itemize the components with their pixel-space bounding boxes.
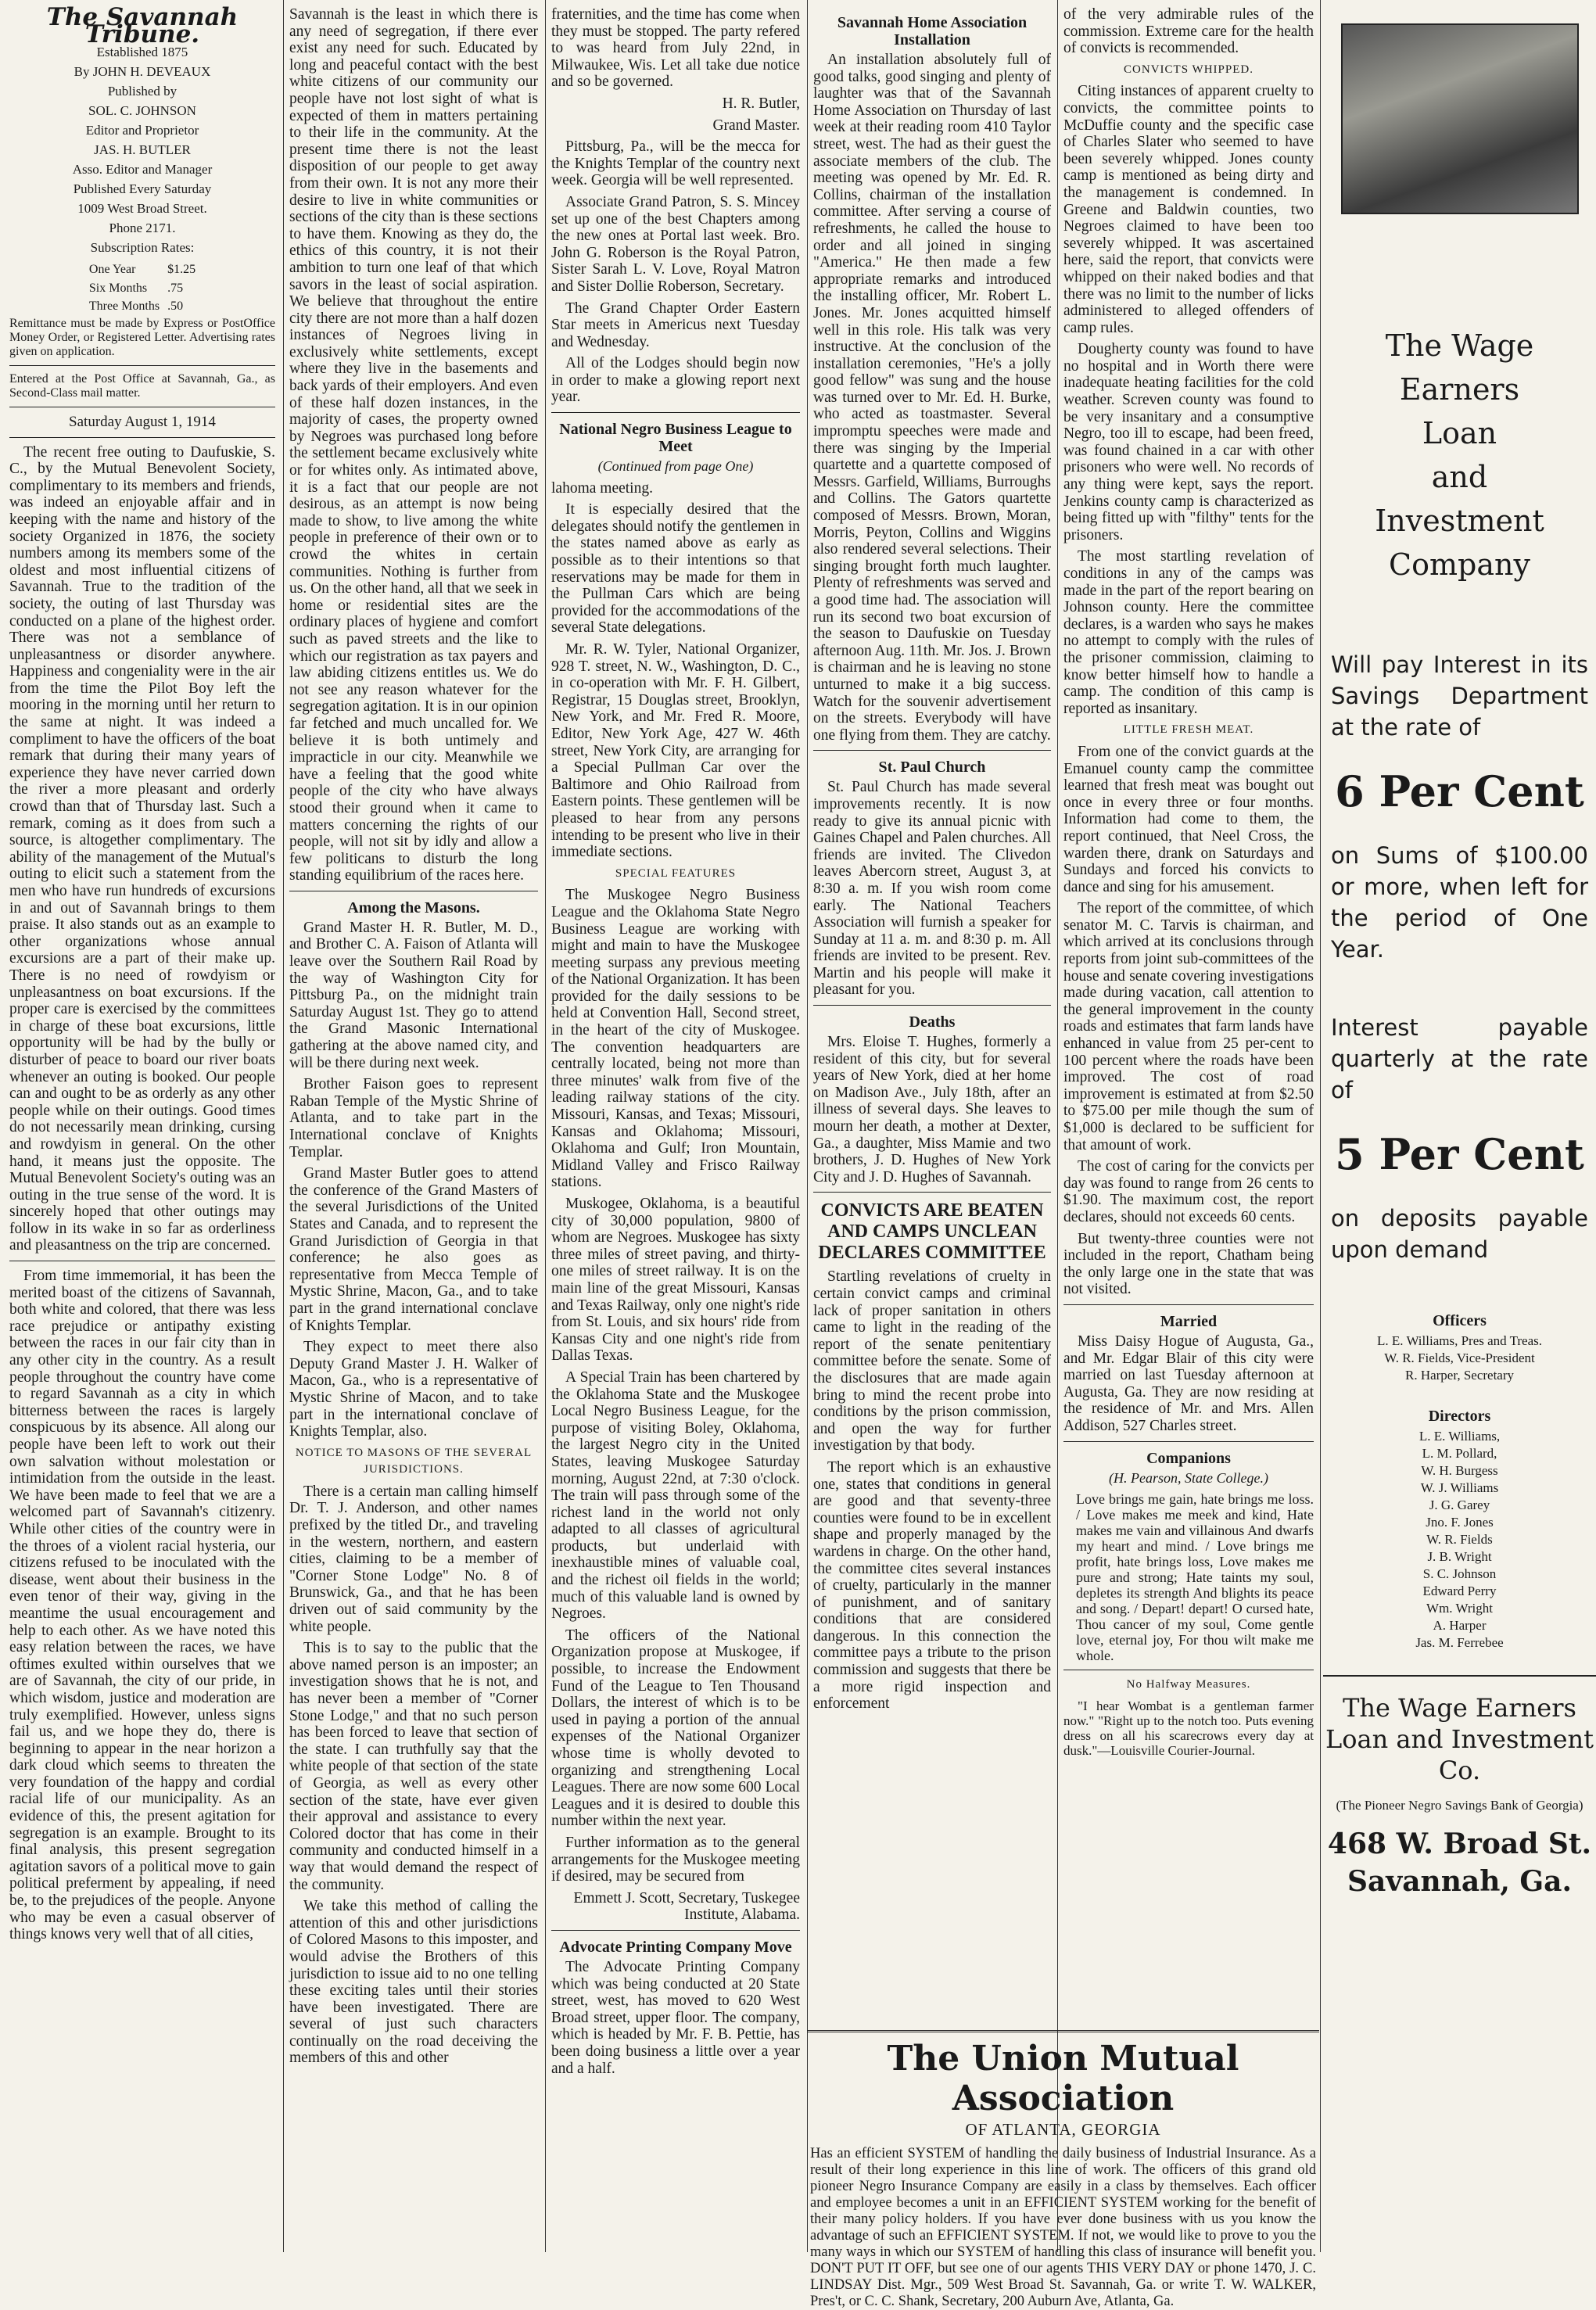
league-para: The Muskogee Negro Business League and the Oklahoma State Negro Business League are working with might and main to have the Muskogee meeting surpass any previous meeting of the National Organization. It has been provided for the daily sessions to be held at Convention Hall, Second street, in the heart of the city of Muskogee. The convention headquarters are centrally located, being not more than three minutes' walk from five of the leading railway stations of the city. Missouri, Kansas, and Texas; Missouri, Kansas and Oklahoma; Missouri, Oklahoma and Gulf; Iron Mountain, Midland Valley and Frisco Railway stations. [551,887,800,1191]
league-signature: Emmett J. Scott, Secretary, Tuskegee Institute, Alabama. [573,1889,800,1924]
heading-married: Married [1160,1312,1218,1330]
heading-advocate: Advocate Printing Company Move [559,1938,792,1956]
remittance-note: Remittance must be made by Express or PostOffice Money Order, or Registered Letter. Advertising rates given on application. [9,316,275,358]
convicts-cont: of the very admirable rules of the commission. Extreme care for the health of convicts is recommended. [1063,6,1314,57]
meat-para: The report of the committee, of which senator M. C. Tarvis is chairman, and which arrived at its conclusions through reports from joint sub-committees of the house and senate covering investigations made during vacation, call attention to the general improvement in the county roads and estimates that farm lands have enhanced in value from 25 per-cent to 100 percent where the roads have been improved. The cost of road improvement is estimated at from $2.50 to $75.00 per mile though the sum of $1,000 is declared to be sufficient for that amount of work. [1063,900,1314,1153]
ad-offer-4: on deposits payable upon demand [1331,1205,1588,1263]
convicts-para: Startling revelations of cruelty in certain convict camps and criminal lack of proper sanitation in others came to light in the reading of the report of the senate penitentiary committee before the senate. Some of the disclosures that are made again bring to mind the recent probe into conditions by the prison commission, and open the way for further investigation by that body. [813,1268,1051,1455]
special-features-heading: SPECIAL FEATURES [615,866,737,880]
ad-rate-1: 6 Per Cent [1335,766,1584,816]
assoc-editor: JAS. H. BUTLER [94,142,191,158]
st-paul-para: St. Paul Church has made several improvements recently. It is now ready to give its annual picnic with Gaines Chapel and Palen churches. All friends are invited. The Clivedon leaves Abercorn street, August 3, at 8:30 a. m. If you wish room come early. The National Teachers Association will furnish a speaker for Sunday at 11 a. m. and 8:30 p. m. All friends are invited to be present. Rev. Martin and his people will make it pleasant for you. [813,779,1051,999]
whipped-para: Dougherty county was found to have no hospital and in Worth there were inadequate heating facilities for the cold weather. Screven county was found to be very insanitary and a consumptive Negro, too ill to escape, had been freed, was found chained in a car with other prisoners who were well. No records of any thing were kept, says the report. Jenkins county camp is characterized as being fitted up with "filthy" tents for the prisoners. [1063,341,1314,543]
director-item: W. J. Williams [1420,1480,1499,1495]
director-item: Jno. F. Jones [1426,1515,1494,1530]
dateline: Saturday August 1, 1914 [69,413,216,430]
divider [551,412,800,413]
banner-body: Has an efficient SYSTEM of handling the daily business of Industrial Insurance. As a result of their long experience in this line of work. The officers of this grand old pioneer Negro Insurance Company are easily in a class by themselves. Each officer and employee becomes a unit in an EFFICIENT SYSTEM working for the benefit of their many policy holders. If you have ever done business with us you know the advantage of such an EFFICIENT SYSTEM. If not, we would like to prove to you the many ways in which our SYSTEM of handling this class of insurance will benefit you. DON'T PUT IT OFF, but see one of our agents THIS VERY DAY or phone 1470, J. C. LINDSAY Dist. Mgr., 509 West Broad St. Savannah, Ga. or write T. W. WALKER, Pres't, or C. C. Shank, Secretary, 200 Auburn Ave, Atlanta, Ga. [810,2146,1316,2309]
notice-heading: NOTICE TO MASONS OF THE SEVERAL JURISDICTIONS. [295,1446,533,1476]
officer-item: R. Harper, Secretary [1404,1368,1515,1383]
wage-earners-ad [1323,0,1596,2252]
director-item: J. G. Garey [1429,1498,1490,1512]
column-rule [807,0,808,2252]
director-item: Wm. Wright [1426,1601,1493,1616]
address: 1009 West Broad Street. [77,201,207,217]
heading-masons: Among the Masons. [347,899,480,916]
ad-offer-1: Will pay Interest in its Savings Department at the rate of [1331,651,1588,741]
masons-para: Brother Faison goes to represent Raban Temple of the Mystic Shrine of Atlanta, and to take part in the International conclave of Knights Templar. [289,1076,538,1160]
ad-company-line: Investment [1375,504,1544,538]
ad-company-line: Company [1389,547,1530,582]
ad-company-line: and [1431,460,1488,494]
poem: Love brings me gain, hate brings me loss. / Love makes me meek and kind, Hate makes me vain and villainous And dwarfs my heart and mind. / Love brings me profit, hate brings loss, Love makes me pure and strong; Hate taints my soul, depletes its strength And blights its peace and song. / Depart! depart! O cursed hate, Thou cancer of my soul, Come gentle love, eternal joy, For thou wilt make me whole. [1076,1491,1314,1664]
divider [813,1005,1051,1006]
officer-item: W. R. Fields, Vice-President [1384,1350,1535,1365]
divider [813,1192,1051,1193]
divider [9,437,275,438]
signature-role: Grand Master. [712,117,800,134]
married-para: Miss Daisy Hogue of Augusta, Ga., and Mr. Edgar Blair of this city were married on last Tuesday afternoon at Augusta, Ga. They are now residing at the residence of Mr. and Mrs. Allen Addison, 527 Charles street. [1063,1333,1314,1434]
banner-subtitle: OF ATLANTA, GEORGIA [965,2120,1161,2139]
rate-price: .75 [167,281,184,295]
editorial-segregation: From time immemorial, it has been the merited boast of the citizens of Savannah, both white and colored, that there was less race prejudice or antipathy existing between the races in our fair city than in any other city in the country. As a result people throughout the country have come to regard Savannah as a city in which bitterness between the races is largely conspicuous by its absence. All along our people have been left to work out their own salvation without molestation or intimidation from the outside in the least. We have been made to feel that we are a welcomed part of Savannah's citizenry. While other cities of the country were in the throes of a violent racial hysteria, our citizens refused to be inoculated with the disease, went about their business in the even tenor of their way, giving in the meantime the usual encouragement and help to each other. As we have noted this easy relation between the races, we have oftimes exulted within ourselves that we are of Savannah, the city of our pride, in which wisdom, justice and moderation are truly exemplified. However, unless signs fail us, and we hope they do, there is beginning to appear in the near horizon a dark cloud which seems to threaten the very foundation of the happy and cordial racial life of our municipality. As an evidence of this, the present agitation for segregation is an example. Brought to its final analysis, this present segregation agitation savors of a political move to gain political preferment by appealing, if need be, to the prejudices of the people. Anyone who may be even a casual observer of things knows very well that of all cities, [9,1268,275,1943]
published-by: Published by [107,84,178,99]
heading-deaths: Deaths [909,1013,956,1031]
home-para: An installation absolutely full of good talks, good singing and plenty of laughter was that of the Savannah Home Association on Thursday of last week at their reading room 410 Taylor street, west. The had as their guest the associate members of the club. The meeting was opened by Mr. Ed. R. Collins, chairman of the installation committee. After serving a course of refreshments, he called the house to order and all joined in singing "America." He then made a few appropriate remarks and introduced the installing officer, Mr. Robert L. Jones. Mr. Jones acquitted himself well in this role. His talk was very instructive. At the conclusion of the installation ceremonies, "He's a jolly good fellow" was sung and the house was turned over to Mr. Ed. H. Burke, who acted as toastmaster. Several impromptu speeches were made and there was singing by the Imperial quartette and a quartette composed of Messrs. Garfield, Williams, Burroughs and Collins. The Gators quartette composed of Messrs. Brown, Moran, Morris, Peyton, Collins and Wiggins also rendered several selections. Their singing brought forth much laughter. Plenty of refreshments was served and a good time had. The association will run its second two boat excursion of the season to Daufuskie on Tuesday afternoon Aug. 11th. Mr. Jos. J. Brown is chairman and he is leaving no stone unturned to make it a big success. Watch for the souvenir advertisement on the streets. Everybody will have one flying from them. They are catchy. [813,52,1051,744]
rate-label: One Year [88,263,136,277]
league-para: A Special Train has been chartered by the Oklahoma State and the Muskogee Local Negro Business League, for the purpose of visiting Boley, Oklahoma, the largest Negro city in the United States, leaving Muskogee Saturday morning, August 22nd, at 7:30 o'clock. The train will pass through some of the richest land in the world not only adapted to all classes of agricultural products, but underlaid with inexhaustible mines of valuable coal, and the richest oil fields in the world; much of this valuable land is owned by Negroes. [551,1368,800,1623]
editorial-segregation-cont: Savannah is the least in which there is any need of segregation, if there ever exist any need for such. Educated by long and peaceful contact with the best white citizens of our community our people have not lost sight of what is expected of them in matters pertaining to their life in the community. At the present time there is not the least disposition of our people to get away from their own. It is not any more their desire to live in white communities or sections of the city than is these sections to have them. Knowing as they do, the ethics of this country, it is not their ambition to turn one leaf of that which savors in the least of social aspiration. We believe that throughout the entire city there are not more than a half dozen instances of Negroes living in exclusively white settlements, except where they live in the basements and back yards of their employers. And even of these half dozen instances, in the majority of cases, the property owned by Negroes was purchased long before the settlement became exclusively white or for whites only. As intimated above, it is a fact that our people are not desirous, as an attempt is now being made to show, to live among the white people in preference of their own or to crowd the whites in certain communities. Nothing is further from us. On the other hand, all that we seek in home or residential sites are the ordinary places of hygiene and comfort such as paved streets and the like to which our registration as tax payers and law abiding citizens entitles us. We do not see any reason whatever for the segregation agitation. It is in our opinion far fetched and much uncalled for. We believe it is both untimely and impracticle in our city. Meanwhile we have a feeling that the good white people of the city who have always stood their ground when it came to matters concerning the rights of our people, will not sit by idly and allow a few politicans to disturb the long standing equilibrium of the races here. [289,6,538,884]
director-item: L. E. Williams, [1418,1429,1501,1444]
editorial-outing: The recent free outing to Daufuskie, S. C., by the Mutual Benevolent Society, complimentary to its members and friends, was indeed an enjoyable affair and in keeping with the name and history of the society Organized in 1876, the society numbers among its members some of the oldest and most influential citizens of Savannah. True to the tradition of the society, the outing of last Thursday was conducted on a plane of the highest order. There was not a semblance of unpleasantness or disorder anywhere. Happiness and congeniality were in the air from the time the Pilot Boy left the mooring in the morning until her return to the same at night. It was indeed a compliment to have the officers of the boat remark that during their many years of experience they have never carried down the river a more pleasant and orderly crowd than that of Thursday last. Such a remark, coming as it does from such a source, is altogether complimentary. The ability of the management of the Mutual's outing to elicit such a statement from the men who have run hundreds of excursions in and out of Savannah brings to them praise. It also stands out as an example to other organizations whose annual excursions are a part of their make up. There is no need of rowdyism or unpleasantness on boat excursions. If the proper care is exercised by the committees in charge of these boat excursions, little opportunity will be had by the bully or disturber of peace to board our river boats whenever an outing is booked. Our people can and ought to be as orderly as any other people while on their outings. Good times do not necessarily mean drinking, cursing and rowdyism in general. On the other hand, it means just the opposite. The Mutual Benevolent Society's outing was an outing in the true sense of the word. It is sincerely hoped that other outings may follow in its wake in so far as orderliness and pleasantness on the trip are concerned. [9,443,275,1254]
ad-address-1: 468 W. Broad St. [1327,1828,1592,1860]
ad-officers [1323,1312,1596,1384]
league-para: Muskogee, Oklahoma, is a beautiful city of 30,000 population, 9800 of whom are Negroes. Muskogee has sixty three miles of street paving, and thirty-one miles of street railway. It is on the main line of the great Missouri, Kansas and Texas Railway, only one night's ride from St. Louis, and six hours' ride from Kansas City and one night's ride from Dallas Texas. [551,1196,800,1365]
league-para: The officers of the National Organization propose at Muskogee, if possible, to increase the Endowment Fund of the League to Ten Thousand Dollars, the interest of which is to be used in paying a portion of the annual expenses of the National Organizer whose time is wholly devoted to organizing and strengthening Local Leagues. There are now some 600 Local Leagues and it is desired to double this number within the next year. [551,1627,800,1830]
officer-item: L. E. Williams, Pres and Treas. [1376,1333,1543,1348]
column-rule [283,0,284,2252]
divider [807,2030,1319,2032]
founder: By JOHN H. DEVEAUX [74,64,211,80]
meat-para: The cost of caring for the convicts per day was found to range from 26 cents to $1.90. The maximum cost, the report declares, should not exceeds 60 cents. [1063,1158,1314,1225]
divider [1063,1441,1314,1442]
entered-note: Entered at the Post Office at Savannah, Ga., as Second-Class mail matter. [9,371,275,400]
director-item: S. C. Johnson [1422,1566,1497,1581]
building-photo [1341,23,1579,214]
director-item: Edward Perry [1422,1584,1497,1598]
rates-title: Subscription Rates: [90,240,195,256]
heading-st-paul: St. Paul Church [878,759,986,777]
rates-table [84,260,200,317]
director-item: L. M. Pollard, [1422,1446,1497,1461]
divider [551,1930,800,1931]
ad-address-2: Savannah, Ga. [1347,1865,1573,1898]
ad-footer-title: The Wage Earners Loan and Investment Co. [1323,1675,1596,1786]
poem-author: (H. Pearson, State College.) [1109,1469,1268,1486]
publisher-role: Editor and Proprietor [85,123,199,138]
union-mutual-ad [807,2024,1319,2309]
published-every: Published Every Saturday [73,181,212,197]
heading-business-league: National Negro Business League to Meet [559,421,792,456]
league-para: Mr. R. W. Tyler, National Organizer, 928 T. street, N. W., Washington, D. C., in co-operation with Mr. F. H. Gilbert, Registrar, 15 Douglas street, Brooklyn, New York, and Mr. Fred R. Moore, Editor, New York Age, 427 W. 46th street, New York City, are arranging for a Special Pullman Car over the Baltimore and Ohio Railroad from Eastern points. These gentlemen will be pleased to hear from any persons intending to be present who live in their immediate sections. [551,641,800,861]
masons-para: Pittsburg, Pa., will be the mecca for the Knights Templar of the country next week. Georgia will be well represented. [551,138,800,189]
masons-para: Grand Master H. R. Butler, M. D., and Brother C. A. Faison of Atlanta will leave over the Southern Rail Road by the way of Washington City for Pittsburg Pa., on the midnight train Saturday August 1st. They go to attend the Grand Masonic International gathering at the above named city, and will be there during next week. [289,919,538,1071]
heading-companions: Companions [1146,1449,1231,1467]
masthead-title: The Savannah Tribune. [46,3,239,48]
masons-para: They expect to meet there also Deputy Grand Master J. H. Walker of Macon, Ga., who is a representative of Mystic Shrine of Macon, and to take part in the international conclave of Knights Templar, also. [289,1339,538,1440]
rate-price: $1.25 [167,263,196,277]
advocate-para: The Advocate Printing Company which was being conducted at 20 State street, west, has moved to 620 West Broad street, upper floor. The company, which is headed by Mr. F. B. Pettie, has been doing business a little over a year and a half. [551,1958,800,2077]
masons-cont: fraternities, and the time has come when they must be stopped. The party refered to was heard from July 22nd, in Milwaukee, Wis. Let all take due notice and so be governed. [551,6,800,91]
director-item: Jas. M. Ferrebee [1415,1635,1504,1650]
heading-whipped: CONVICTS WHIPPED. [1124,63,1253,76]
meat-para: From one of the convict guards at the Emanuel county camp the committee learned that fresh meat was bought out once in every three or four months. Information had come to them, the report continued, that Neel Cross, the warden there, drank on Saturdays and Sundays and forced his convicts to dance and sing for his amusement. [1063,743,1314,895]
masons-para: All of the Lodges should begin now in order to make a glowing report next year. [551,355,800,406]
meat-para: But twenty-three counties were not included in the report, Chatham being the only large one in the state that was not visited. [1063,1230,1314,1298]
director-item: J. B. Wright [1427,1549,1492,1564]
heading-convicts: CONVICTS ARE BEATEN AND CAMPS UNCLEAN DECLARES COMMITTEE [818,1200,1046,1264]
heading-halfway: No Halfway Measures. [1126,1678,1251,1691]
league-para: Further information as to the general arrangements for the Muskogee meeting if desired, may be secured from [551,1834,800,1885]
officers-title: Officers [1433,1312,1487,1329]
divider [1063,1304,1314,1305]
ad-directors [1323,1408,1596,1652]
assoc-role: Asso. Editor and Manager [72,162,213,178]
column-rule [545,0,546,2252]
heading-fresh-meat: LITTLE FRESH MEAT. [1123,723,1254,737]
masons-para: We take this method of calling the attention of this and other jurisdictions of Colored Masons to this imposter, and would advise the Brothers of this jurisdiction to issue aid to no one telling these exciting tales until their stories have been investigated. There are several of just such characters continually on the road deceiving the members of this and other [289,1898,538,2067]
masthead [9,3,275,438]
signature: H. R. Butler, [722,95,800,112]
column-5 [1063,6,1314,2016]
column-4 [813,6,1051,2016]
column-rule [1057,0,1058,2252]
ad-company-line: The Wage [1385,328,1534,363]
league-para: It is especially desired that the delegates should notify the gentlemen in the states named above as early as possible as to their intentions so that reservations may be made for them in the Pullman Cars which are being provided for the accommodations of the several State delegations. [551,501,800,637]
column-1 [9,3,275,2251]
whipped-para: Citing instances of apparent cruelty to convicts, the committee points to McDuffie county and the specific case of Charles Slater who seemed to have been severely whipped. Jones county camp is mentioned as being dirty and the management is condemned. In Greene and Baldwin counties, two Negroes claimed to have been too severely whipped. It was ascertained here, said the report, that convicts were whipped on their naked bodies and that there was no limit to the number of licks administered to alleged offenders of camp rules. [1063,83,1314,336]
banner-title: The Union Mutual Association [887,2039,1239,2118]
directors-title: Directors [1428,1408,1491,1425]
ad-footer-subtitle: (The Pioneer Negro Savings Bank of Georgia) [1336,1798,1583,1813]
rate-price: .50 [167,300,184,314]
rate-row [86,261,199,278]
masons-para: Grand Master Butler goes to attend the conference of the Grand Masters of the several Jurisdictions of the United States and Canada, and to represent the Grand Jurisdiction of Georgia in that conference; he also goes as representative from Mecca Temple of Mystic Shrine, Macon, Ga., and to take part in the grand international conclave of Knights Templar. [289,1165,538,1334]
publisher: SOL. C. JOHNSON [88,103,196,119]
director-item: W. H. Burgess [1421,1463,1498,1478]
established: Established 1875 [96,45,188,60]
masons-para: Associate Grand Patron, S. S. Mincey set up one of the best Chapters among the new ones at Portal last week. Bro. John G. Roberson is the Royal Patron, Sister Sarah L. V. Love, Royal Matron and Sister Dollie Roberson, Secretary. [551,193,800,295]
halfway-para: "I hear Wombat is a gentleman farmer now." "Right up to the notch too. Puts evening dress on all his scarecrows every day at dusk."—Louisville Courier-Journal. [1063,1698,1314,1758]
league-para: lahoma meeting. [551,479,653,497]
heading-home-association: Savannah Home Association Installation [837,14,1028,48]
column-rule [1320,0,1321,2252]
convicts-para: The report which is an exhaustive one, states that conditions in general are good and that seventy-three counties were found to be in excellent shape and properly managed by the wardens in charge. On the other hand, the committee cites several instances of cruelty, particularly in the manner of punishment, and of sanitary conditions that are considered dangerous. In this connection the committee pays a tribute to the prison commission and suggests that there be a more rigid inspection and enforcement [813,1458,1051,1713]
masons-para: The Grand Chapter Order Eastern Star meets in Americus next Tuesday and Wednesday. [551,300,800,350]
masons-para: This is to say to the public that the above named person is an imposter; an investigation shows that he is not, and has never been a member of "Corner Stone Lodge," and that no such person has been forced to leave that section of the state. I can truthfully say that the white people of that section of the state of Georgia, as well as every other section of the state, have ever given their approval and assistance to every Colored doctor that has come in their community and conducted himself in a way that would demand the respect of the community. [289,1640,538,1893]
masons-para: There is a certain man calling himself Dr. T. J. Anderson, and other names prefixed by the titled Dr., and traveling in the western, northern, and eastern cities, claiming to be a member of "Corner Stone Lodge" No. 8 of Brunswick, Ga., and that he has been driven out of said community by the white people. [289,1483,538,1635]
director-item: A. Harper [1433,1618,1487,1633]
phone: Phone 2171. [109,221,176,236]
ad-rate-2: 5 Per Cent [1335,1129,1584,1179]
ad-offer-3: Interest payable quarterly at the rate of [1331,1014,1588,1103]
column-3 [551,6,800,2251]
rate-label: Three Months [88,300,160,314]
ad-company-name [1323,324,1596,586]
ad-company-line: Loan [1422,416,1497,450]
divider [9,365,275,366]
rate-row [86,298,199,315]
divider [813,750,1051,751]
whipped-para: The most startling revelation of conditions in any of the camps was made in the part of the report bearing on Johnson county. Here the committee declares, is a warden who says he makes no attempt to comply with the rules of the prisoner commission, claiming to know better himself how to handle a camp. The condition of this camp is reported as insanitary. [1063,548,1314,717]
deaths-para: Mrs. Eloise T. Hughes, formerly a resident of this city, but for several years of New York, died at her home on Madison Ave., July 18th, after an illness of several days. She leaves to mourn her death, a mother at Dexter, Ga., a daughter, Miss Mamie and two brothers, J. D. Hughes of New York City and J. D. Hughes of Savannah. [813,1034,1051,1185]
ad-company-line: Earners [1399,372,1520,407]
rate-label: Six Months [88,281,148,295]
column-2 [289,6,538,2251]
ad-offer-2: on Sums of $100.00 or more, when left for the period of One Year. [1331,842,1588,963]
rate-row [86,280,199,297]
continued-note: (Continued from page One) [597,458,754,475]
director-item: W. R. Fields [1426,1532,1493,1547]
